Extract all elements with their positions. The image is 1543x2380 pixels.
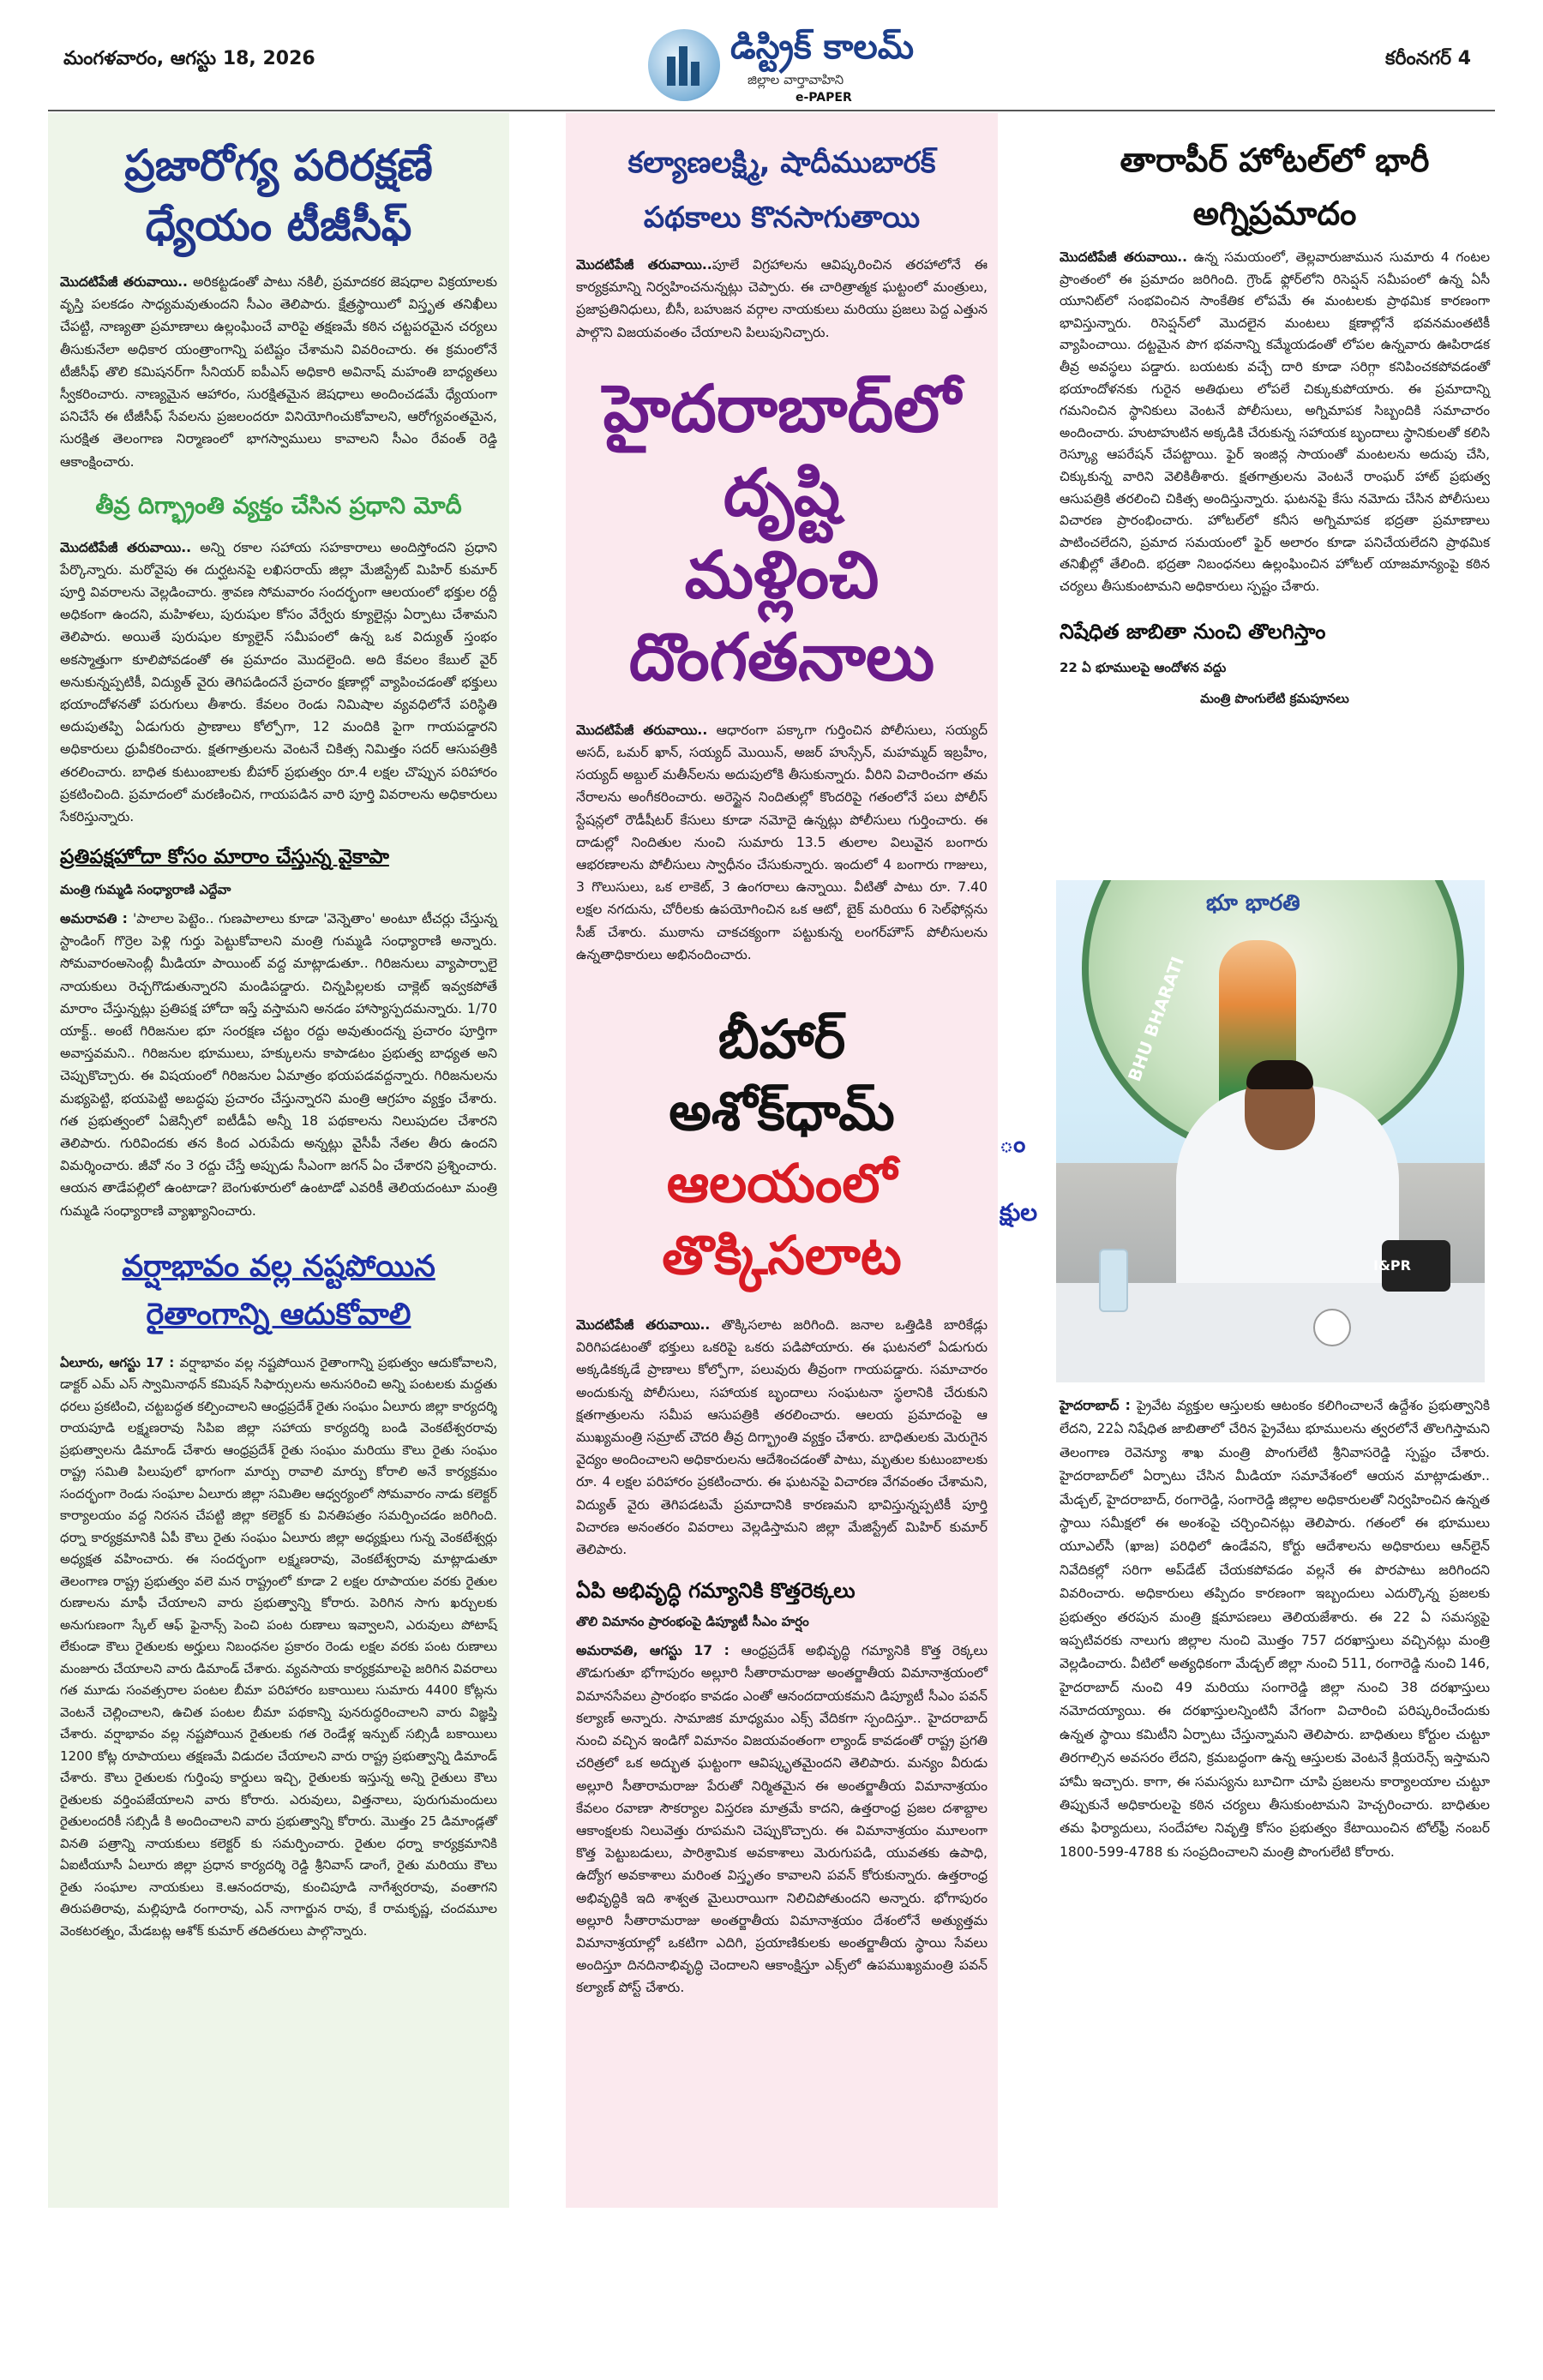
headline-bihar-stampede[interactable] [576,1004,988,1292]
water-bottle-icon [1099,1249,1128,1312]
headline-line-4: దొంగతనాలు [628,618,935,695]
bleed-text-fragment: క్షుల [1000,1198,1038,1226]
newspaper-logo[interactable] [636,15,953,111]
speaker-hair [1246,1060,1313,1089]
article-stampede-body: మొదటిపేజీ తరువాయి.. తొక్కిసలాట జరిగింది. జనాల ఒత్తిడికి బారికేడ్లు విరిగిపడటంతో భక్తులు ఒకరిపై ఒకరు పడిపోయారు. ఈ ఘటనలో ఏడుగురు అక్కడికక్కడే ప్రాణాలు కోల్పోగా, పలువురు తీవ్రంగా గాయపడ్డారు. సమాచారం అందుకున్న పోలీసులు, సహాయక బృందాలు సంఘటనా స్థలానికి చేరుకుని క్షతగాత్రులను సమీప ఆసుపత్రికి తరలించారు. ఆలయ ప్రమాదంపై ఆ ముఖ్యమంత్రి సమ్రాట్ చౌదరి తీవ్ర దిగ్భ్రాంతి వ్యక్తం చేశారు. బాధితులకు మెరుగైన వైద్యం అందించాలని అధికారులను ఆదేశించడంతో పాటు, మృతుల కుటుంబాలకు రూ. 4 లక్షల పరిహారం ప్రకటించారు. ఈ ఘటనపై విచారణ వేగవంతం చేశామని, విద్యుత్ వైరు తెగిపడటమే ప్రమాదానికి కారణమని భావిస్తున్నప్పటికీ పూర్తి విచారణ అనంతరం వివరాలు వెల్లడిస్తామని జిల్లా మేజిస్ట్రేట్ మిహిర్ కుమార్ తెలిపారు. [576,1317,988,1558]
headline-line-1: బీహార్ [717,1008,846,1071]
headline-pm-modi[interactable]: తీవ్ర దిగ్భ్రాంతి వ్యక్తం చేసిన ప్రధాని మోదీ [95,492,462,519]
emblem-caption: BHU BHARATI [1124,953,1188,1085]
headline-line-1: హైదరాబాద్‌లో [603,369,961,447]
header-divider [48,110,1495,111]
article-airport-body: అమరావతి, ఆగస్టు 17 : ఆంధ్రప్రదేశ్ అభివృద్ధి గమ్యానికి కొత్త రెక్కలు తొడుగుతూ భోగాపురం అల్లూరి సీతారామరాజు అంతర్జాతీయ విమానాశ్రయంలో విమానసేవలు ప్రారంభం కావడం ఎంతో ఆనందదాయకమని డిప్యూటీ సీఎం పవన్ కల్యాణ్ అన్నారు. సామాజిక మాధ్యమం ఎక్స్ వేదికగా స్పందిస్తూ.. హైదరాబాద్ నుంచి వచ్చిన ఇండిగో విమానం విజయవంతంగా ల్యాండ్ కావడంతో రాష్ట్ర ప్రగతి చరిత్రలో ఒక అద్భుత ఘట్టంగా ఆవిష్కృతమైందని తెలిపారు. మన్యం వీరుడు అల్లూరి సీతారామరాజు పేరుతో నిర్మితమైన ఈ అంతర్జాతీయ విమానాశ్రయం కేవలం రవాణా సౌకర్యాల విస్తరణ మాత్రమే కాదని, ఉత్తరాంధ్ర ప్రజల దశాబ్దాల ఆకాంక్షలకు నిలువెత్తు రూపమని చెప్పుకొచ్చారు. ఈ విమానాశ్రయం మూలంగా కొత్త పెట్టుబడులు, పారిశ్రామిక అవకాశాలు మెరుగుపడి, యువతకు ఉపాధి, ఉద్యోగ అవకాశాలు మరింత విస్తృతం కావాలని పవన్ కోరుకున్నారు. ఉత్తరాంధ్ర అభివృద్ధికి ఇది శాశ్వత మైలురాయిగా నిలిచిపోతుందని అన్నారు. భోగాపురం అల్లూరి సీతారామరాజు అంతర్జాతీయ విమానాశ్రయం దేశంలోనే అత్యుత్తమ విమానాశ్రయాల్లో ఒకటిగా ఎదిగి, ప్రయాణికులకు అంతర్జాతీయ స్థాయి సేవలు అందిస్తూ దినదినాభివృద్ధి చెందాలని ఆకాంక్షిస్తూ ఎక్స్‌లో ఉపముఖ్యమంత్రి పవన్ కల్యాణ్ పోస్ట్ చేశారు. [576,1643,988,1996]
headline-health-protection[interactable]: ప్రజారోగ్య పరిరక్షణే ధ్యేయం టీజీసీఫ్ [124,141,433,250]
headline-prohibited-list[interactable]: నిషేధిత జాబితా నుంచి తొలగిస్తాం [1060,619,1326,644]
ipr-badge: I&PR [1373,1257,1411,1274]
subhead-22a-lands: 22 ఏ భూములపై ఆందోళన వద్దు [1060,659,1227,675]
headline-line-2: అశోక్‌ధామ్ [669,1080,895,1143]
article-drought-body: ఏలూరు, ఆగస్టు 17 : వర్షాభావం వల్ల నష్టపోయిన రైతాంగాన్ని ప్రభుత్వం ఆదుకోవాలని, డాక్టర్ ఎమ్ ఎస్ స్వామినాథన్ కమిషన్ సిఫార్సులను అనుసరించి అన్ని పంటలకు మద్దతు ధరలు ప్రకటించి, చట్టబద్ధత కల్పించాలని ఆంధ్రప్రదేశ్ రైతు సంఘం ఏలూరు జిల్లా కార్యదర్శి రాయపూడి లక్ష్మణరావు సిపిఐ జిల్లా సహాయ కార్యదర్శి బండి వెంకటేశ్వరరావు ప్రభుత్వాలను డిమాండ్ చేశారు ఆంధ్రప్రదేశ్ రైతు సంఘం మరియు కౌలు రైతు సంఘం రాష్ట్ర సమితి పిలుపులో భాగంగా మార్పు రావాలి మార్పు కోరాలి అనే కార్యక్రమం సందర్భంగా రెండు సంఘాల ఏలూరు జిల్లా సమితిల ఆధ్వర్యంలో సోమవారం నాడు కలెక్టర్ కార్యాలయం వద్ద నిరసన చేపట్టి జిల్లా కలెక్టర్ కు వినతిపత్రం సమర్పించడం జరిగింది. ధర్నా కార్యక్రమానికి ఏపీ కౌలు రైతు సంఘం ఏలూరు జిల్లా అధ్యక్షులు గున్న వెంకటేశ్వర్లు అధ్యక్షత వహించారు. ఈ సందర్భంగా లక్ష్మణరావు, వెంకటేశ్వరావు మాట్లాడుతూ తెలంగాణ రాష్ట్ర ప్రభుత్వం వలె మన రాష్ట్రంలో కూడా 2 లక్షల రూపాయల వరకు రైతుల రుణాలను మాఫీ చేయాలని వారు ప్రభుత్వాన్ని కోరారు. పెరిగిన సాగు ఖర్చులకు అనుగుణంగా స్కేల్ ఆఫ్ ఫైనాన్స్ పెంచి పంట రుణాలు ఇవ్వాలని, ఎరువులు పోటాష్ లేకుండా కౌలు రైతులకు అర్హులు నిబంధనల ప్రకారం రెండు లక్షల వరకు పంట రుణాలు మంజూరు చేయాలని వారు డిమాండ్ చేశారు. వ్యవసాయ కార్యక్రమాలపై జరిగిన వివరాలు గత మూడు సంవత్సరాల పంటల బీమా పరిహారం బకాయిలు సుమారు 4400 కోట్లను వెంటనే చెల్లించాలని, ఉచిత పంటల బీమా పథకాన్ని పునరుద్ధరించాలని వారు విజ్ఞప్తి చేశారు. వర్షాభావం వల్ల నష్టపోయిన రైతులకు గత రెండేళ్ల ఇన్పుట్ సబ్సిడీ బకాయిలు 1200 కోట్ల రూపాయలు తక్షణమే విడుదల చేయాలని వారు రాష్ట్ర ప్రభుత్వాన్ని డిమాండ్ చేశారు. కౌలు రైతులకు గుర్తింపు కార్డులు ఇచ్చి, రైతులకు ఇస్తున్న అన్ని రైతులు కౌలు రైతులకు వర్తింపజేయాలని వారు కోరారు. ఎరువులు, విత్తనాలు, పురుగుమందులు రైతులందరికీ సబ్సిడీ కి అందించాలని వారు ప్రభుత్వాన్ని కోరారు. మొత్తం 25 డిమాండ్లతో వినతి పత్రాన్ని నాయకులు కలెక్టర్ కు సమర్పించారు. రైతుల ధర్నా కార్యక్రమానికి ఏఐటీయూసీ ఏలూరు జిల్లా ప్రధాన కార్యదర్శి రెడ్డి శ్రీనివాస్ డాంగే, రైతు మరియు కౌలు రైతు సంఘాల నాయకులు కె.ఆనందరావు, కుంచిపూడి నాగేశ్వరరావు, వంతాగని తిరుపతిరావు, మల్లిపూడి రంగారావు, ఎన్ నాగార్జున రావు, కే రామకృష్ణ, చందమూల వెంకటరత్నం, మేడబట్ల ఆశోక్ కుమార్ తదితరులు పాల్గొన్నారు. [60,1354,497,1939]
minister-press-photo [1056,880,1485,1382]
epaper-label: e-PAPER [796,91,852,105]
headline-kalyanalakshmi[interactable]: కల్యాణలక్ష్మి, షాదీముబారక్ పథకాలు కొనసాగుతాయి [627,146,936,235]
headline-line-3: మళ్లించి [684,536,880,613]
page-edition-number: కరీంనగర్ 4 [1385,48,1471,69]
issue-date: మంగళవారం, ఆగస్టు 18, 2026 [63,48,315,69]
article-thefts-body: మొదటిపేజీ తరువాయి.. ఆధారంగా పక్కాగా గుర్తించిన పోలీసులు, సయ్యద్ అసద్, ఒమర్ ఖాన్, సయ్యద్ మొయిన్, అజర్ హుస్సేన్, మహమ్మద్ ఇబ్రహీం, సయ్యద్ అబ్దుల్ మతీన్‌లను అదుపులోకి తీసుకున్నారు. వీరిని విచారించగా తమ నేరాలను అంగీకరించారు. అరెస్టైన నిందితుల్లో కొందరిపై గతంలోనే పలు పోలీస్ స్టేషన్లలో రౌడీషీటర్ కేసులు కూడా నమోదై ఉన్నట్లు పోలీసులు గుర్తించారు. ఈ దాడుల్లో నిందితుల నుంచి సుమారు 13.5 తులాల విలువైన బంగారు ఆభరణాలను పోలీసులు స్వాధీనం చేసుకున్నారు. ఇందులో 4 బంగారు గాజులు, 3 గొలుసులు, ఒక లాకెట్, 3 ఉంగరాలు ఉన్నాయి. వీటితో పాటు రూ. 7.40 లక్షల నగదును, చోరీలకు ఉపయోగించిన ఒక ఆటో, బైక్ మరియు 6 సెల్‌ఫోన్లను సీజ్ చేశారు. ముఠాను చాకచక్యంగా పట్టుకున్న లంగర్‌హౌస్ పోలీసులను ఉన్నతాధికారులు అభినందించారు. [576,722,988,962]
city-globe-icon [648,29,720,101]
article-hotel-fire-body: మొదటిపేజీ తరువాయి.. ఉన్న సమయంలో, తెల్లవారుజామున సుమారు 4 గంటల ప్రాంతంలో ఈ ప్రమాదం జరిగింది. గ్రౌండ్ ఫ్లోర్‌లోని రిసెప్షన్ సమీపంలో ఉన్న ఏసీ యూనిట్‌లో సంభవించిన సాంకేతిక లోపమే ఈ మంటలకు ప్రాథమిక కారణంగా భావిస్తున్నారు. రిసెప్షన్‌లో మొదలైన మంటలు క్షణాల్లోనే భవనమంతటికీ వ్యాపించాయి. దట్టమైన పొగ భవనాన్ని కమ్మేయడంతో లోపల ఉన్నవారు ఊపిరాడక తీవ్ర అవస్థలు పడ్డారు. బయటకు వచ్చే దారి కూడా సరిగ్గా కనిపించకపోవడంతో భయాందోళనకు గురైన అతిథులు లోపలే చిక్కుకుపోయారు. ఈ ప్రమాదాన్ని గమనించిన స్థానికులు వెంటనే పోలీసులు, అగ్నిమాపక సిబ్బందికి సమాచారం అందించారు. హుటాహుటిన అక్కడికి చేరుకున్న సహాయక బృందాలు స్థానికులతో కలిసి రెస్క్యూ ఆపరేషన్ చేపట్టాయి. ఫైర్ ఇంజిన్ల సాయంతో మంటలను అదుపు చేసి, చిక్కుకున్న వారిని వెలికితీశారు. క్షతగాత్రులను వెంటనే రాంఘర్ హాట్ ప్రభుత్వ ఆసుపత్రికి తరలించి చికిత్స అందిస్తున్నారు. ఘటనపై కేసు నమోదు చేసిన పోలీసులు విచారణ ప్రారంభించారు. హోటల్‌లో కనీస అగ్నిమాపక భద్రతా ప్రమాణాలు పాటించలేదని, ప్రమాద సమయంలో ఫైర్ అలారం కూడా పనిచేయలేదని ప్రాథమిక తనిఖీల్లో తేలింది. భద్రతా నిబంధనలు ఉల్లంఘించిన హోటల్ యాజమాన్యంపై కఠిన చర్యలు తీసుకుంటామని అధికారులు స్పష్టం చేశారు. [1060,249,1491,594]
headline-line-4: తొక్కిసలాట [662,1224,902,1287]
article-ysrcp-body: అమరావతి : 'పాలాల పెట్టెం.. గుణపాలాలు కూడా 'వెన్నెతాం' అంటూ టీచర్లు చేస్తున్న స్టాండింగ్ గొర్రెల పెళ్లి గుర్తు పెట్టుకోవాలని మంత్రి గుమ్మడి సంధ్యారాణి అన్నారు. సోమవారంఅసెంబ్లీ మీడియా పాయింట్ వద్ద మాట్లాడుతూ.. గిరిజనులు వ్యాపార్పాలై నాయకులు రెచ్చగొడుతున్నారని మండిపడ్డారు. చిన్నపిల్లలకు చాక్లెట్ ఇవ్వకపోతే మారాం చేస్తున్నట్లు ప్రతిపక్ష హోదా ఇస్తే వస్తామని అనడం హాస్యాస్పదమన్నారు. 1/70 యాక్ట్.. అంటే గిరిజనుల భూ సంరక్షణ చట్టం రద్దు అవుతుందన్న ప్రచారం పూర్తిగా అవాస్తవమని.. గిరిజనుల భూములు, హక్కులను కాపాడటం ప్రభుత్వ బాధ్యత అని చెప్పుకొచ్చారు. ఈ విషయంలో గిరిజనుల ఏమాత్రం భయపడవద్దన్నారు. గిరిజనులను మభ్యపెట్టి, భయపెట్టి అబద్ధపు ప్రచారం చేస్తున్నారని మంత్రి ఆగ్రహం వ్యక్తం చేశారు. గత ప్రభుత్వంలో ఏజెన్సీలో ఐటీడీఏ అన్నీ 18 పథకాలను నిలుపుదల చేశారని తెలిపారు. గురివిందకు తన కింద ఎరుపేదు అన్నట్లు వైసీపీ నేతల తీరు ఉందని విమర్శించారు. జీవో నం 3 రద్దు చేస్తే అప్పుడు సీఎంగా జగన్ ఏం చేశారని ప్రశ్నించారు. ఆయన తాడేపల్లిలో ఉంటాడా? బెంగుళూరులో ఉంటాడో ఎవరికీ తెలియదంటూ మంత్రి గుమ్మడి సంధ్యారాణి వ్యాఖ్యానించారు. [60,910,498,1219]
masthead [0,0,1543,111]
cup-icon [1313,1309,1351,1346]
headline-line-3: ఆలయంలో [666,1152,898,1215]
logo-title: డిస్ట్రిక్ కాలమ్ [730,27,915,67]
logo-subtitle: జిల్లాల వార్తావాహిని [747,72,844,87]
headline-hotel-fire[interactable]: తారాపీర్ హోటల్‌లో భారీ అగ్నిప్రమాదం [1120,141,1430,232]
article-22a-body: హైదరాబాద్ : ప్రైవేట వ్యక్తుల ఆస్తులకు ఆటంకం కలిగించాలనే ఉద్దేశం ప్రభుత్వానికి లేదని, 22ఏ నిషేధిత జాబితాలో చేరిన ప్రైవేటు భూములను త్వరలోనే తొలగిస్తామని తెలంగాణ రెవెన్యూ శాఖ మంత్రి పొంగులేటి శ్రీనివాసరెడ్డి స్పష్టం చేశారు. హైదరాబాద్‌లో ఏర్పాటు చేసిన మీడియా సమావేశంలో ఆయన మాట్లాడుతూ.. మేడ్చల్, హైదరాబాద్, రంగారెడ్డి, సంగారెడ్డి జిల్లాల అధికారులతో నిర్వహించిన ఉన్నత స్థాయి సమీక్షలో ఈ అంశంపై చర్చించినట్లు తెలిపారు. గతంలో ఈ భూములు యూఎల్‌సీ (ఖాజ) పరిధిలో ఉండేవని, కోర్టు ఆదేశాలను అధికారులు ఆన్‌లైన్ నివేదికల్లో సరిగా అప్‌డేట్ చేయకపోవడం వల్లనే ఈ పొరపాటు జరిగిందని వివరించారు. అధికారులు తప్పిదం కారణంగా ఇబ్బందులు ఎదుర్కొన్న ప్రజలకు ప్రభుత్వం తరపున మంత్రి క్షమాపణలు తెలియజేశారు. ఈ 22 ఏ సమస్యపై ఇప్పటివరకు నాలుగు జిల్లాల నుంచి మొత్తం 757 దరఖాస్తులు వచ్చినట్లు మంత్రి వెల్లడించారు. వీటిలో అత్యధికంగా మేడ్చల్ జిల్లా నుంచి 511, రంగారెడ్డి నుంచి 146, హైదరాబాద్ నుంచి 49 మరియు సంగారెడ్డి జిల్లా నుంచి 38 దరఖాస్తులు నమోదయ్యాయి. ఈ దరఖాస్తులన్నింటినీ వేగంగా విచారించి పరిష్కరించేందుకు ఉన్నత స్థాయి కమిటీని ఏర్పాటు చేస్తున్నామని తెలిపారు. బాధితులు కోర్టుల చుట్టూ తిరగాల్సిన అవసరం లేదని, క్రమబద్ధంగా ఉన్న ఆస్తులకు వెంటనే క్లియరెన్స్ ఇస్తామని హామీ ఇచ్చారు. కాగా, ఈ సమస్యను బూచిగా చూపి ప్రజలను కార్యాలయాల చుట్టూ తిప్పుకునే అధికారులపై కఠిన చర్యలు తీసుకుంటామని హెచ్చరించారు. బాధితుల తమ ఫిర్యాదులు, సందేహాల నివృత్తి కోసం ప్రభుత్వం కేటాయించిన టోల్‌ఫ్రీ నంబర్ 1800-599-4788 కు సంప్రదించాలని మంత్రి పొంగులేటి కోరారు. [1060,1398,1490,1860]
article-pm-modi-body: మొదటిపేజీ తరువాయి.. అన్ని రకాల సహాయ సహకారాలు అందిస్తోందని ప్రధాని పేర్కొన్నారు. మరోవైపు ఈ దుర్ఘటనపై లఖిసరాయ్ జిల్లా మేజిస్ట్రేట్ మిహిర్ కుమార్ పూర్తి వివరాలను వెల్లడించారు. శ్రావణ సోమవారం సందర్భంగా ఆలయంలో భక్తుల రద్దీ అధికంగా ఉందని, మహిళలు, పురుషుల కోసం వేర్వేరు క్యూలైన్లు ఏర్పాటు చేశామని తెలిపారు. అయితే పురుషుల క్యూలైన్ సమీపంలో ఉన్న ఒక విద్యుత్ స్తంభం అకస్మాత్తుగా కూలిపోవడంతో ఈ ప్రమాదం మొదలైంది. అది కేవలం కేబుల్ వైర్ అనుకున్నప్పటికీ, విద్యుత్ వైరు తెగిపడిందనే ప్రచారం క్షణాల్లో వ్యాపించడంతో భక్తులు భయాందోళనతో పరుగులు తీశారు. కేవలం రెండు నిమిషాల వ్యవధిలోనే పరిస్థితి అదుపుతప్పి ఏడుగురు ప్రాణాలు కోల్పోగా, 12 మందికి పైగా గాయపడ్డారని అధికారులు ధ్రువీకరించారు. క్షతగాత్రులను వెంటనే చికిత్స నిమిత్తం సదర్ ఆసుపత్రికి తరలించారు. బాధిత కుటుంబాలకు బీహార్ ప్రభుత్వం రూ.4 లక్షల చొప్పున పరిహారం ప్రకటించింది. ప్రమాదంలో మరణించిన, గాయపడిన వారి పూర్తి వివరాలను అధికారులు సేకరిస్తున్నారు. [60,539,498,825]
emblem-title: భూ భారతి [1206,890,1300,916]
column-left [48,113,509,2208]
column-middle [566,113,998,2208]
headline-drought-farmers[interactable]: వర్షాభావం వల్ల నష్టపోయిన రైతాంగాన్ని ఆదుకోవాలి [122,1249,435,1332]
subhead-deputy-cm: తొలి విమానం ప్రారంభంపై డిప్యూటీ సీఎం హర్షం [576,1614,809,1630]
article-kalyanalakshmi-body: మొదటిపేజీ తరువాయి..పూలే విగ్రహాలను ఆవిష్కరించిన తరహాలోనే ఈ కార్యక్రమాన్ని నిర్వహించనున్నట్లు చెప్పారు. ఈ చారిత్రాత్మక ఘట్టంలో మంత్రులు, ప్రజాప్రతినిధులు, బీసీ, బహుజన వర్గాల నాయకులు మరియు ప్రజలు పెద్ద ఎత్తున పాల్గొని విజయవంతం చేయాలని పిలుపునిచ్చారు. [576,257,988,340]
bleed-text-fragment: ం [1000,1130,1026,1158]
subhead-minister-sandhyarani: మంత్రి గుమ్మడి సంధ్యారాణి ఎద్దేవా [60,881,231,897]
headline-ysrcp-opposition[interactable]: ప్రతిపక్షహోదా కోసం మారాం చేస్తున్న వైకాపా [60,846,389,869]
headline-ap-development[interactable]: ఏపి అభివృద్ధి గమ్యానికి కొత్తరెక్కలు [576,1579,856,1604]
headline-hyderabad-thefts[interactable] [576,366,988,698]
headline-line-2: దృష్టి [723,453,841,531]
article-health-body: మొదటిపేజీ తరువాయి.. అరికట్టడంతో పాటు నకిలీ, ప్రమాదకర జెషధాల విక్రయాలకు వృస్తి పలకడం సాధ్యమవుతుందని సీఎం తెలిపారు. క్షేత్రస్థాయిలో విస్తృత తనిఖీలు చేపట్టి, నాణ్యతా ప్రమాణాలు ఉల్లంఘించే వారిపై తక్షణమే కఠిన చట్టపరమైన చర్యలు తీసుకునేలా అధికార యంత్రాంగాన్ని పటిష్టం చేశామని వివరించారు. ఈ క్రమంలోనే టీజీసీఫ్ తొలి కమిషనర్‌గా సీనియర్ ఐపీఎస్ అధికారి అవినాష్ మహంతి బాధ్యతలు స్వీకరించారు. నాణ్యమైన ఆహారం, సురక్షితమైన జెషధాలు అందించడమే ధ్యేయంగా పనిచేసే ఈ టీజీసీఫ్ సేవలను ప్రజలందరూ వినియోగించుకోవాలని, ఆరోగ్యవంతమైన, సురక్షిత తెలంగాణ నిర్మాణంలో భాగస్వాములు కావాలని సీఎం రేవంత్ రెడ్డి ఆకాంక్షించారు. [60,274,497,470]
subhead-minister-apology: మంత్రి పొంగులేటి క్రమపూనలు [1200,690,1349,706]
